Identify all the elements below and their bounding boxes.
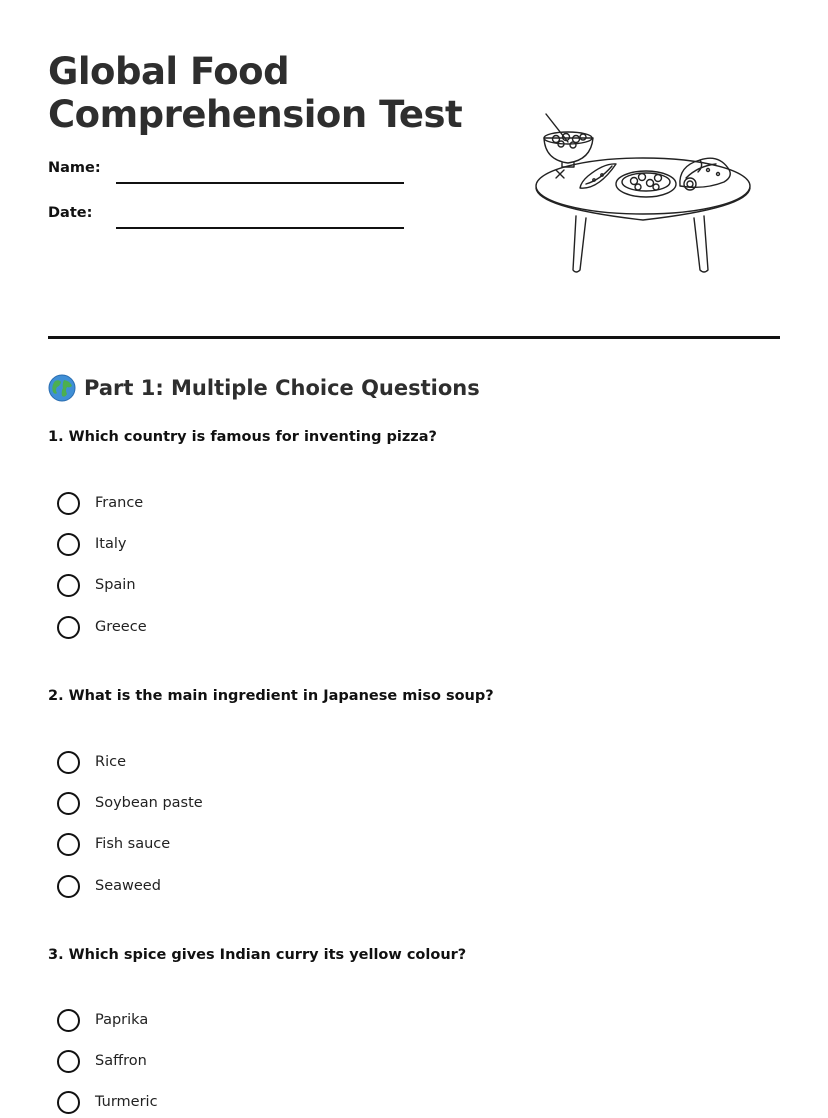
page-title — [48, 50, 462, 136]
option-label: Spain — [95, 577, 136, 593]
radio-button[interactable] — [57, 1009, 80, 1032]
date-input-line[interactable] — [116, 227, 404, 229]
radio-button[interactable] — [57, 1091, 80, 1114]
food-table-illustration — [528, 108, 756, 278]
option-label: France — [95, 495, 144, 511]
q3-option-paprika[interactable] — [57, 1007, 148, 1033]
part1-title-text: Part 1: Multiple Choice Questions — [84, 376, 480, 400]
option-label: Paprika — [95, 1012, 149, 1028]
q2-option-seaweed[interactable] — [57, 873, 161, 899]
option-label: Greece — [95, 619, 147, 635]
q1-option-spain[interactable] — [57, 572, 136, 598]
name-input-line[interactable] — [116, 182, 404, 184]
radio-button[interactable] — [57, 751, 80, 774]
part1-title — [48, 374, 480, 402]
option-label: Seaweed — [95, 878, 161, 894]
q3-option-turmeric[interactable] — [57, 1089, 158, 1115]
name-label: Name: — [48, 160, 101, 176]
option-label: Saffron — [95, 1053, 147, 1069]
q2-option-soybean-paste[interactable] — [57, 790, 203, 816]
option-label: Soybean paste — [95, 795, 203, 811]
question-1: 1. Which country is famous for inventing pizza? — [48, 429, 437, 445]
q3-option-saffron[interactable] — [57, 1048, 147, 1074]
globe-emoji-icon — [48, 374, 76, 402]
date-field — [48, 205, 408, 229]
radio-button[interactable] — [57, 1050, 80, 1073]
title-line-1: Global Food — [48, 50, 290, 93]
radio-button[interactable] — [57, 875, 80, 898]
radio-button[interactable] — [57, 833, 80, 856]
radio-button[interactable] — [57, 792, 80, 815]
title-line-2: Comprehension Test — [48, 93, 463, 136]
q1-option-italy[interactable] — [57, 531, 126, 557]
option-label: Rice — [95, 754, 126, 770]
q1-option-france[interactable] — [57, 490, 143, 516]
q2-option-fish-sauce[interactable] — [57, 831, 170, 857]
section-divider — [48, 336, 780, 339]
option-label: Italy — [95, 536, 127, 552]
radio-button[interactable] — [57, 533, 80, 556]
radio-button[interactable] — [57, 574, 80, 597]
option-label: Fish sauce — [95, 836, 171, 852]
radio-button[interactable] — [57, 492, 80, 515]
question-2: 2. What is the main ingredient in Japanese miso soup? — [48, 688, 494, 704]
q2-option-rice[interactable] — [57, 749, 126, 775]
name-field — [48, 160, 408, 184]
radio-button[interactable] — [57, 616, 80, 639]
option-label: Turmeric — [95, 1094, 158, 1110]
date-label: Date: — [48, 205, 93, 221]
question-3: 3. Which spice gives Indian curry its yellow colour? — [48, 947, 467, 963]
q1-option-greece[interactable] — [57, 614, 147, 640]
